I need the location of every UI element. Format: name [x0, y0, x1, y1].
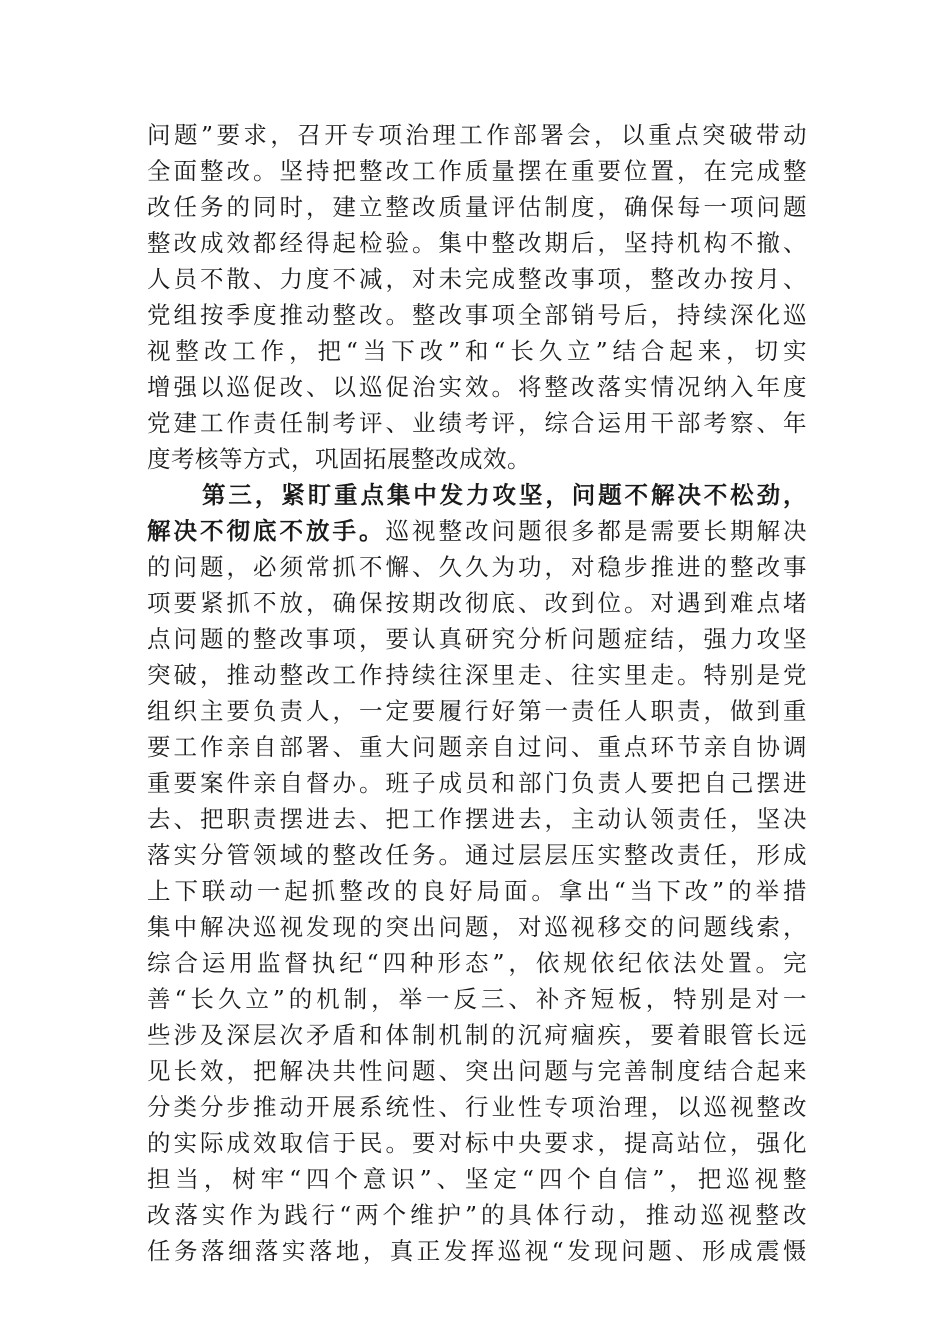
text-line: 视整改工作，把“当下改”和“长久立”结合起来，切实 — [147, 337, 807, 365]
text-line: 上下联动一起抓整改的良好局面。拿出“当下改”的举措 — [147, 877, 807, 905]
text-line: 的问题，必须常抓不懈、久久为功，对稳步推进的整改事 — [147, 553, 807, 581]
document-body — [147, 117, 807, 1269]
section-heading-continuation: 解决不彻底不放手。 — [147, 517, 386, 545]
text-line: 点问题的整改事项，要认真研究分析问题症结，强力攻坚 — [147, 625, 807, 653]
text-line: 增强以巡促改、以巡促治实效。将整改落实情况纳入年度 — [147, 373, 807, 401]
text-line: 度考核等方式，巩固拓展整改成效。 — [147, 445, 531, 473]
section-heading: 第三，紧盯重点集中发力攻坚，问题不解决不松劲， — [202, 481, 807, 509]
text-line: 善“长久立”的机制，举一反三、补齐短板，特别是对一 — [147, 985, 807, 1013]
text-line: 集中解决巡视发现的突出问题，对巡视移交的问题线索， — [147, 913, 807, 941]
paragraph-1 — [147, 117, 807, 477]
text-line — [147, 513, 807, 549]
text-line: 见长效，把解决共性问题、突出问题与完善制度结合起来 — [147, 1057, 807, 1085]
text-line: 改任务的同时，建立整改质量评估制度，确保每一项问题 — [147, 193, 807, 221]
text-line: 突破，推动整改工作持续往深里走、往实里走。特别是党 — [147, 661, 807, 689]
text-line: 些涉及深层次矛盾和体制机制的沉疴痼疾，要着眼管长远 — [147, 1021, 807, 1049]
text-line: 综合运用监督执纪“四种形态”，依规依纪依法处置。完 — [147, 949, 807, 977]
text-line: 党建工作责任制考评、业绩考评，综合运用干部考察、年 — [147, 409, 807, 437]
text-line: 要工作亲自部署、重大问题亲自过问、重点环节亲自协调 — [147, 733, 807, 761]
paragraph-2 — [147, 477, 807, 1269]
text-line: 组织主要负责人，一定要履行好第一责任人职责，做到重 — [147, 697, 807, 725]
text-line: 分类分步推动开展系统性、行业性专项治理，以巡视整改 — [147, 1093, 807, 1121]
text-line: 重要案件亲自督办。班子成员和部门负责人要把自己摆进 — [147, 769, 807, 797]
text-line: 问题”要求，召开专项治理工作部署会，以重点突破带动 — [147, 121, 807, 149]
text-line: 整改成效都经得起检验。集中整改期后，坚持机构不撤、 — [147, 229, 807, 257]
text-line: 落实分管领域的整改任务。通过层层压实整改责任，形成 — [147, 841, 807, 869]
text-line: 任务落细落实落地，真正发挥巡视“发现问题、形成震慑 — [147, 1237, 807, 1265]
text-line: 的实际成效取信于民。要对标中央要求，提高站位，强化 — [147, 1129, 807, 1157]
text-line: 项要紧抓不放，确保按期改彻底、改到位。对遇到难点堵 — [147, 589, 807, 617]
text-line: 担当，树牢“四个意识”、坚定“四个自信”，把巡视整 — [147, 1165, 807, 1193]
text-line: 人员不散、力度不减，对未完成整改事项，整改办按月、 — [147, 265, 807, 293]
text-line: 去、把职责摆进去、把工作摆进去，主动认领责任，坚决 — [147, 805, 807, 833]
text-run: 巡视整改问题很多都是需要长期解决 — [385, 517, 807, 545]
text-line: 全面整改。坚持把整改工作质量摆在重要位置，在完成整 — [147, 157, 807, 185]
text-line: 改落实作为践行“两个维护”的具体行动，推动巡视整改 — [147, 1201, 807, 1229]
text-line: 党组按季度推动整改。整改事项全部销号后，持续深化巡 — [147, 301, 807, 329]
